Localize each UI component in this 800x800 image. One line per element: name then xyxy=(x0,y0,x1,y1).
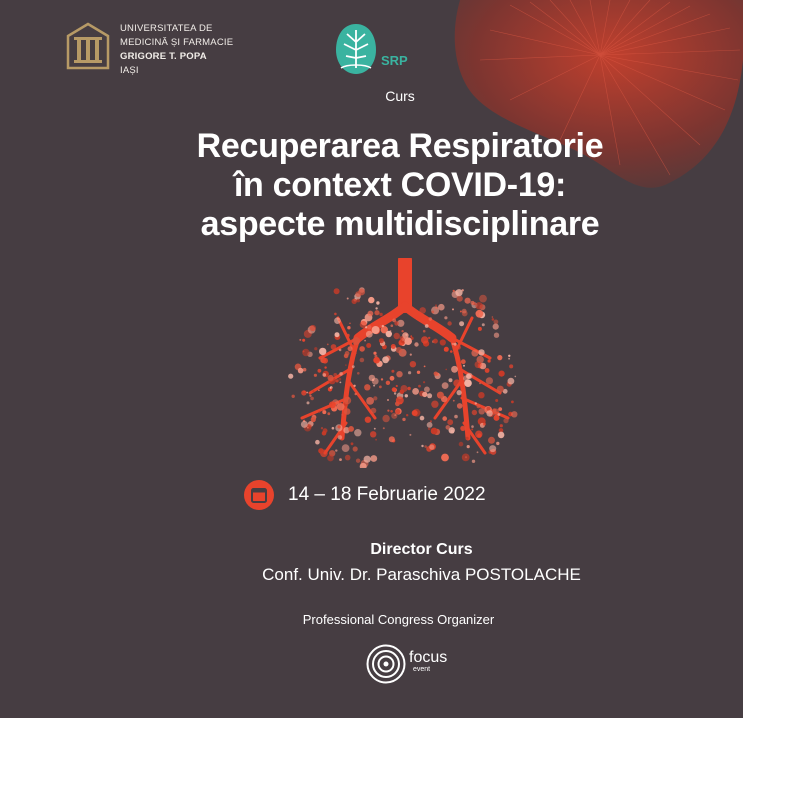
lung-dot xyxy=(476,310,484,318)
lung-dot xyxy=(364,340,366,342)
lung-dot xyxy=(327,455,334,462)
lung-dot xyxy=(318,390,320,392)
lung-dot xyxy=(339,372,343,376)
lung-dot xyxy=(515,376,517,378)
lung-dot xyxy=(472,410,477,415)
lung-dot xyxy=(479,408,485,414)
lung-dot xyxy=(368,297,374,303)
lung-dot xyxy=(407,387,410,390)
lung-dot xyxy=(442,382,449,389)
lung-dot xyxy=(444,316,447,319)
lung-dot xyxy=(373,357,380,364)
lung-dot xyxy=(370,455,377,462)
lung-dot xyxy=(477,404,481,408)
focus-event-logo xyxy=(366,644,447,684)
lung-dot xyxy=(367,325,372,330)
lung-dot xyxy=(364,456,371,463)
lung-dot xyxy=(499,371,505,377)
lung-dot xyxy=(427,393,432,398)
lung-dot xyxy=(497,386,504,393)
lung-dot xyxy=(427,422,433,428)
lung-dot xyxy=(462,454,470,462)
lung-dot xyxy=(364,384,370,390)
lung-dot xyxy=(299,339,301,341)
lung-dot xyxy=(379,338,384,343)
title-line: în context COVID-19: xyxy=(233,166,567,204)
lung-dot xyxy=(464,379,472,387)
lung-dot xyxy=(389,436,395,442)
lung-dot xyxy=(373,396,377,400)
lung-dot xyxy=(482,323,485,326)
lung-dot xyxy=(338,378,341,381)
lung-dot xyxy=(420,416,425,421)
lung-dot xyxy=(332,427,335,430)
lung-dot xyxy=(486,410,492,416)
lung-dot xyxy=(410,361,416,367)
lung-dot xyxy=(387,399,389,401)
lung-dot xyxy=(478,349,484,355)
lung-dot xyxy=(390,376,395,381)
lung-dot xyxy=(419,307,426,314)
lung-dot xyxy=(370,431,376,437)
lung-dot xyxy=(339,458,342,461)
lung-dot xyxy=(433,339,438,344)
lung-dot xyxy=(298,368,304,374)
lung-dot xyxy=(451,366,458,373)
lung-dot xyxy=(391,370,394,373)
lung-dot xyxy=(344,397,352,405)
srp-logo xyxy=(333,22,408,76)
lung-dot xyxy=(318,369,322,373)
lung-dot xyxy=(485,368,490,373)
lung-dot xyxy=(424,366,426,368)
course-title xyxy=(0,127,743,244)
lung-dot xyxy=(375,307,377,309)
director-label: Director Curs xyxy=(370,541,473,558)
lung-dot xyxy=(492,316,494,318)
lung-dot xyxy=(423,330,426,333)
lung-dot xyxy=(450,350,453,353)
organizer-label: Professional Congress Organizer xyxy=(302,612,495,627)
lung-dot xyxy=(438,304,445,311)
lung-dot xyxy=(382,356,389,363)
lung-dot xyxy=(375,439,377,441)
lung-dot xyxy=(405,394,408,397)
lung-dot xyxy=(366,397,374,405)
lung-dot xyxy=(416,316,421,321)
lung-dot xyxy=(486,377,493,384)
lungs-illustration xyxy=(280,258,530,468)
lung-dot xyxy=(447,321,451,325)
lung-dot xyxy=(511,401,514,404)
lung-dot xyxy=(493,324,499,330)
calendar-icon xyxy=(244,480,274,510)
lung-dot xyxy=(322,410,326,414)
lung-dot xyxy=(454,415,458,419)
lung-dot xyxy=(454,343,457,346)
lung-dot xyxy=(477,451,479,453)
lung-dot xyxy=(425,324,429,328)
lung-dot xyxy=(386,331,392,337)
srp-name: SRP xyxy=(381,52,408,68)
lung-dot xyxy=(449,378,453,382)
lung-dot xyxy=(508,378,515,385)
lung-dot xyxy=(324,366,326,368)
lung-dot xyxy=(402,418,405,421)
lung-dot xyxy=(409,434,411,436)
lung-dot xyxy=(447,419,453,425)
lung-dot xyxy=(400,389,405,394)
lung-dot xyxy=(429,317,432,320)
lung-dot xyxy=(355,393,357,395)
lung-dot xyxy=(396,385,398,387)
lung-dot xyxy=(478,327,482,331)
title-line: aspecte multidisciplinare xyxy=(200,205,600,243)
lung-dot xyxy=(431,428,438,435)
lung-dot xyxy=(444,347,449,352)
lung-dot xyxy=(356,299,360,303)
lung-dot xyxy=(302,339,305,342)
lung-dot xyxy=(500,424,503,427)
lung-dot xyxy=(314,374,317,377)
lung-dot xyxy=(303,350,305,352)
lung-dot xyxy=(338,319,340,321)
lung-dot xyxy=(358,289,365,296)
university-logo xyxy=(66,22,233,78)
lung-dot xyxy=(319,348,326,355)
university-line: IAȘI xyxy=(120,65,139,76)
lung-dot xyxy=(292,395,295,398)
lung-dot xyxy=(333,373,337,377)
lung-dot xyxy=(437,392,444,399)
lung-dot xyxy=(365,417,371,423)
lung-dot xyxy=(334,288,340,294)
focus-subword: event xyxy=(413,666,431,673)
lung-dot xyxy=(336,379,339,382)
lung-dot xyxy=(376,301,379,304)
lung-dot xyxy=(417,371,420,374)
lung-dot xyxy=(352,365,355,368)
lung-dot xyxy=(391,344,396,349)
lung-dot xyxy=(430,326,433,329)
lung-dot xyxy=(453,290,455,292)
lung-dot xyxy=(497,355,502,360)
lung-dot xyxy=(346,334,349,337)
lung-dot xyxy=(440,339,446,345)
lung-dot xyxy=(368,311,374,317)
lung-dot xyxy=(386,381,390,385)
lung-dot xyxy=(406,414,408,416)
lung-dot xyxy=(434,372,438,376)
lung-dot xyxy=(373,385,375,387)
lung-dot xyxy=(442,416,447,421)
lung-dot xyxy=(353,446,358,451)
lung-dot xyxy=(495,399,498,402)
title-line: Recuperarea Respiratorie xyxy=(196,127,604,165)
lung-dot xyxy=(396,396,404,404)
lung-dot xyxy=(492,318,495,321)
lung-dot xyxy=(421,336,428,343)
focus-wordmark xyxy=(409,649,448,676)
university-line: MEDICINĂ ȘI FARMACIE xyxy=(120,37,234,48)
lung-dot xyxy=(381,378,383,380)
lung-dot xyxy=(441,454,449,462)
lung-dot xyxy=(472,460,475,463)
lung-dot xyxy=(390,410,393,413)
lung-dot xyxy=(494,333,499,338)
lung-dot xyxy=(422,392,427,397)
lung-dot xyxy=(460,311,462,313)
lung-dot xyxy=(307,401,310,404)
lung-dot xyxy=(387,410,389,412)
lung-dot xyxy=(360,321,367,328)
lung-dot xyxy=(315,440,320,445)
lung-dot xyxy=(310,397,314,401)
lung-dot xyxy=(412,388,419,395)
lung-dot xyxy=(509,364,513,368)
lung-dot xyxy=(395,409,400,414)
lung-dot xyxy=(345,455,351,461)
lung-dot xyxy=(349,323,351,325)
director-name: Conf. Univ. Dr. Paraschiva POSTOLACHE xyxy=(262,565,581,584)
lungs-tree-icon xyxy=(333,22,379,76)
lung-dot xyxy=(400,336,404,340)
lung-dot xyxy=(311,417,316,422)
lung-dot xyxy=(489,445,496,452)
lung-dot xyxy=(463,365,465,367)
lung-dot xyxy=(457,345,461,349)
lung-dot xyxy=(460,426,465,431)
lung-dot xyxy=(410,335,412,337)
lung-dot xyxy=(301,390,306,395)
lung-dot xyxy=(457,390,462,395)
lung-dot xyxy=(374,428,376,430)
lung-dot xyxy=(359,346,365,352)
lung-dot xyxy=(353,385,355,387)
event-date xyxy=(244,480,486,510)
lung-dot xyxy=(352,337,360,345)
lung-dot xyxy=(446,425,451,430)
lung-dot xyxy=(431,401,438,408)
lung-dot xyxy=(323,428,328,433)
lung-dot xyxy=(475,302,482,309)
lung-dot xyxy=(354,429,361,436)
lung-dot xyxy=(405,334,407,336)
lung-dot xyxy=(424,387,430,393)
lung-dot xyxy=(414,342,418,346)
lung-dot xyxy=(475,402,477,404)
lung-dot xyxy=(455,289,462,296)
lung-dot xyxy=(459,321,464,326)
lung-dot xyxy=(339,349,342,352)
lung-dot xyxy=(511,411,517,417)
concentric-circles-icon xyxy=(366,644,406,684)
lung-dot xyxy=(508,355,510,357)
lung-dot xyxy=(496,442,499,445)
lung-dot xyxy=(345,351,350,356)
lung-dot xyxy=(466,374,471,379)
lung-dot xyxy=(374,310,379,315)
lung-dot xyxy=(498,407,502,411)
lung-dot xyxy=(498,432,505,439)
lung-dot xyxy=(466,437,469,440)
lung-dot xyxy=(503,418,508,423)
lung-dot xyxy=(302,349,309,356)
lung-dot xyxy=(347,326,350,329)
lung-dot xyxy=(435,304,437,306)
lung-dot xyxy=(328,375,334,381)
lung-dot xyxy=(412,410,418,416)
lung-dot xyxy=(352,299,357,304)
lung-dot xyxy=(458,374,460,376)
lung-dot xyxy=(310,325,316,331)
lung-dot xyxy=(423,381,425,383)
lung-dot xyxy=(337,403,345,411)
lung-dot xyxy=(348,346,353,351)
lung-dot xyxy=(421,445,423,447)
lung-dot xyxy=(453,379,460,386)
lung-dot xyxy=(488,359,491,362)
lung-dot xyxy=(471,425,474,428)
lung-dot xyxy=(341,414,343,416)
lung-dot xyxy=(383,427,385,429)
lung-dot xyxy=(379,386,382,389)
lung-dot xyxy=(379,313,382,316)
lung-dot xyxy=(471,301,475,305)
lung-dot xyxy=(475,431,482,438)
lung-dot xyxy=(323,373,327,377)
lung-dot xyxy=(314,347,317,350)
lung-dot xyxy=(453,400,455,402)
lung-dot xyxy=(309,395,311,397)
lung-dot xyxy=(408,371,411,374)
lung-dot xyxy=(445,369,447,371)
lung-dot xyxy=(394,392,396,394)
lung-dot xyxy=(357,372,360,375)
lung-dot xyxy=(318,448,323,453)
lung-dot xyxy=(338,425,341,428)
lung-dot xyxy=(424,445,427,448)
lung-dot xyxy=(327,412,330,415)
lung-dot xyxy=(428,337,430,339)
lung-dot xyxy=(467,445,470,448)
lung-dot xyxy=(394,333,400,339)
lung-dot xyxy=(331,387,333,389)
lung-dot xyxy=(479,295,487,303)
lung-dot xyxy=(465,298,471,304)
lung-dot xyxy=(348,426,354,432)
lung-dot xyxy=(288,374,293,379)
lung-dot xyxy=(366,343,371,348)
lung-dot xyxy=(321,427,323,429)
lung-dot xyxy=(335,449,337,451)
lung-dot xyxy=(487,407,491,411)
lung-dot xyxy=(360,358,365,363)
lung-dot xyxy=(452,308,454,310)
lung-dot xyxy=(508,358,510,360)
university-name xyxy=(120,22,233,78)
lung-dot xyxy=(498,413,501,416)
lung-dot xyxy=(396,347,402,353)
lung-dot xyxy=(451,430,455,434)
lung-dot xyxy=(329,401,336,408)
course-label: Curs xyxy=(385,88,415,104)
date-text: 14 – 18 Februarie 2022 xyxy=(288,484,486,505)
lung-dot xyxy=(342,444,350,452)
lung-dot xyxy=(435,306,437,308)
lung-dot xyxy=(345,364,347,366)
lung-dot xyxy=(457,296,463,302)
lung-dot xyxy=(306,392,308,394)
lung-dot xyxy=(380,325,382,327)
lung-dot xyxy=(401,330,403,332)
lung-dot xyxy=(312,390,314,392)
lung-dot xyxy=(338,435,342,439)
columns-crest-icon xyxy=(66,22,110,70)
university-line: UNIVERSITATEA DE xyxy=(120,23,213,34)
lung-dot xyxy=(429,445,434,450)
focus-word: focus xyxy=(409,649,448,666)
lung-dot xyxy=(418,385,421,388)
lung-dot xyxy=(396,371,402,377)
lung-dot xyxy=(382,325,384,327)
lung-dot xyxy=(340,382,342,384)
lung-dot xyxy=(322,358,328,364)
lung-dot xyxy=(475,361,482,368)
lung-dot xyxy=(483,423,486,426)
lung-dot xyxy=(369,375,375,381)
lung-dot xyxy=(488,437,495,444)
university-line: GRIGORE T. POPA xyxy=(120,51,207,62)
lung-dot xyxy=(471,350,478,357)
lung-dot xyxy=(347,298,349,300)
lung-dot xyxy=(351,442,354,445)
lung-dot xyxy=(410,354,412,356)
lung-dot xyxy=(372,326,380,334)
lung-dot xyxy=(334,313,337,316)
lung-dot xyxy=(384,417,386,419)
lung-dot xyxy=(392,387,397,392)
lung-dot xyxy=(471,428,473,430)
lung-dot xyxy=(459,442,464,447)
lung-dot xyxy=(457,403,463,409)
lung-dot xyxy=(301,421,308,428)
lung-dot xyxy=(366,331,373,338)
lung-dot xyxy=(344,408,351,415)
lung-dot xyxy=(327,344,329,346)
lung-dot xyxy=(382,415,389,422)
lung-dot xyxy=(391,324,394,327)
lung-dot xyxy=(394,321,399,326)
lung-dot xyxy=(373,352,376,355)
lung-dot xyxy=(356,459,360,463)
lung-dot xyxy=(319,411,321,413)
lung-dot xyxy=(461,359,466,364)
lung-dot xyxy=(428,428,431,431)
lung-dot xyxy=(331,344,337,350)
lung-dot xyxy=(478,392,484,398)
lung-dot xyxy=(431,311,434,314)
lung-dot xyxy=(335,332,340,337)
lung-dot xyxy=(371,408,377,414)
lung-dot xyxy=(495,415,498,418)
lung-dot xyxy=(462,309,467,314)
lung-dot xyxy=(479,383,481,385)
